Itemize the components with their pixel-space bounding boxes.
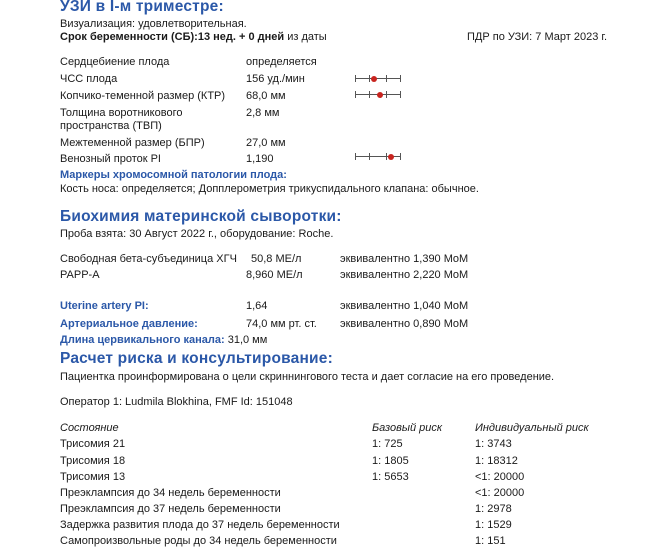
blood-pressure-label: Артериальное давление: (60, 318, 198, 330)
risk-row-condition: Трисомия 18 (60, 455, 126, 467)
section-title-ultrasound: УЗИ в I-м триместре: (60, 0, 224, 15)
consent-text: Пациентка проинформирована о цели скриннингового теста и дает согласие на его проведение. (60, 371, 555, 383)
crl-label: Копчико-теменной размер (КТР) (60, 90, 226, 102)
section-title-risk: Расчет риска и консультирование: (60, 350, 333, 367)
fhr-label: ЧСС плода (60, 73, 118, 85)
ductus-venosus-marker-dot (388, 154, 394, 160)
risk-row-condition: Преэклампсия до 37 недель беременности (60, 503, 281, 515)
bhcg-label: Свободная бета-субъединица ХГЧ (60, 253, 237, 265)
markers-text: Кость носа: определяется; Допплерометрия трикуспидального клапана: обычное. (60, 183, 479, 195)
pappa-label: PAPP-A (60, 269, 100, 281)
risk-header-condition: Состояние (60, 422, 119, 434)
nt-label-line1: Толщина воротникового (60, 107, 183, 119)
ductus-venosus-value: 1,190 (246, 153, 274, 165)
ductus-venosus-label: Венозный проток PI (60, 153, 161, 165)
bhcg-mom: эквивалентно 1,390 MoM (340, 253, 469, 265)
operator-text: Оператор 1: Ludmila Blokhina, FMF Id: 151048 (60, 396, 293, 408)
risk-row-condition: Преэклампсия до 34 недель беременности (60, 487, 281, 499)
crl-range-scale (355, 90, 401, 99)
risk-row-individual: 1: 1529 (475, 519, 512, 531)
ductus-venosus-range-scale (355, 152, 401, 161)
sample-date: Проба взята: 30 Август 2022 г., оборудование: Roche. (60, 228, 334, 240)
pappa-value: 8,960 МЕ/л (246, 269, 303, 281)
nt-label-line2: пространства (ТВП) (60, 120, 162, 132)
pappa-mom: эквивалентно 2,220 MoM (340, 269, 469, 281)
cervix-line (60, 334, 267, 346)
markers-title: Маркеры хромосомной патологии плода: (60, 169, 287, 181)
bpd-label: Межтеменной размер (БПР) (60, 137, 205, 149)
risk-row-individual: 1: 3743 (475, 438, 512, 450)
risk-header-individual: Индивидуальный риск (475, 422, 589, 434)
risk-row-condition: Задержка развития плода до 37 недель беременности (60, 519, 340, 531)
cervix-value: 31,0 мм (227, 334, 268, 346)
risk-row-individual: <1: 20000 (475, 487, 525, 499)
visualization-text: Визуализация: удовлетворительная. (60, 18, 247, 30)
uterine-artery-value: 1,64 (246, 300, 268, 312)
risk-row-individual: 1: 18312 (475, 455, 518, 467)
bhcg-value: 50,8 МЕ/л (251, 253, 302, 265)
risk-header-base: Базовый риск (372, 422, 443, 434)
risk-row-base: 1: 1805 (372, 455, 409, 467)
crl-marker-dot (377, 92, 383, 98)
risk-row-base: 1: 5653 (372, 471, 409, 483)
gestational-age: Срок беременности (СБ):13 нед. + 0 дней (60, 31, 285, 43)
risk-row-individual: 1: 2978 (475, 503, 512, 515)
risk-row-individual: <1: 20000 (475, 471, 525, 483)
fhr-marker-dot (371, 76, 377, 82)
risk-row-condition: Самопроизвольные роды до 34 недель беременности (60, 535, 337, 547)
crl-value: 68,0 мм (246, 90, 286, 102)
nt-value: 2,8 мм (246, 107, 280, 119)
cervix-label: Длина цервикального канала: (60, 334, 225, 346)
fhr-value: 156 уд./мин (246, 73, 305, 85)
blood-pressure-mom: эквивалентно 0,890 MoM (340, 318, 469, 330)
fhr-range-scale (355, 74, 401, 83)
gestational-age-suffix: из даты (287, 31, 327, 43)
gestational-age-line (60, 31, 327, 43)
uterine-artery-mom: эквивалентно 1,040 MoM (340, 300, 469, 312)
risk-row-individual: 1: 151 (475, 535, 506, 547)
fhr-presence-label: Сердцебиение плода (60, 56, 170, 68)
risk-row-condition: Трисомия 21 (60, 438, 126, 450)
section-title-biochemistry: Биохимия материнской сыворотки: (60, 208, 342, 225)
risk-row-condition: Трисомия 13 (60, 471, 126, 483)
risk-row-base: 1: 725 (372, 438, 403, 450)
fhr-presence-value: определяется (246, 56, 317, 68)
blood-pressure-value: 74,0 мм рт. ст. (246, 318, 317, 330)
edd-text: ПДР по УЗИ: 7 Март 2023 г. (467, 31, 608, 43)
bpd-value: 27,0 мм (246, 137, 286, 149)
uterine-artery-label: Uterine artery PI: (60, 300, 149, 312)
